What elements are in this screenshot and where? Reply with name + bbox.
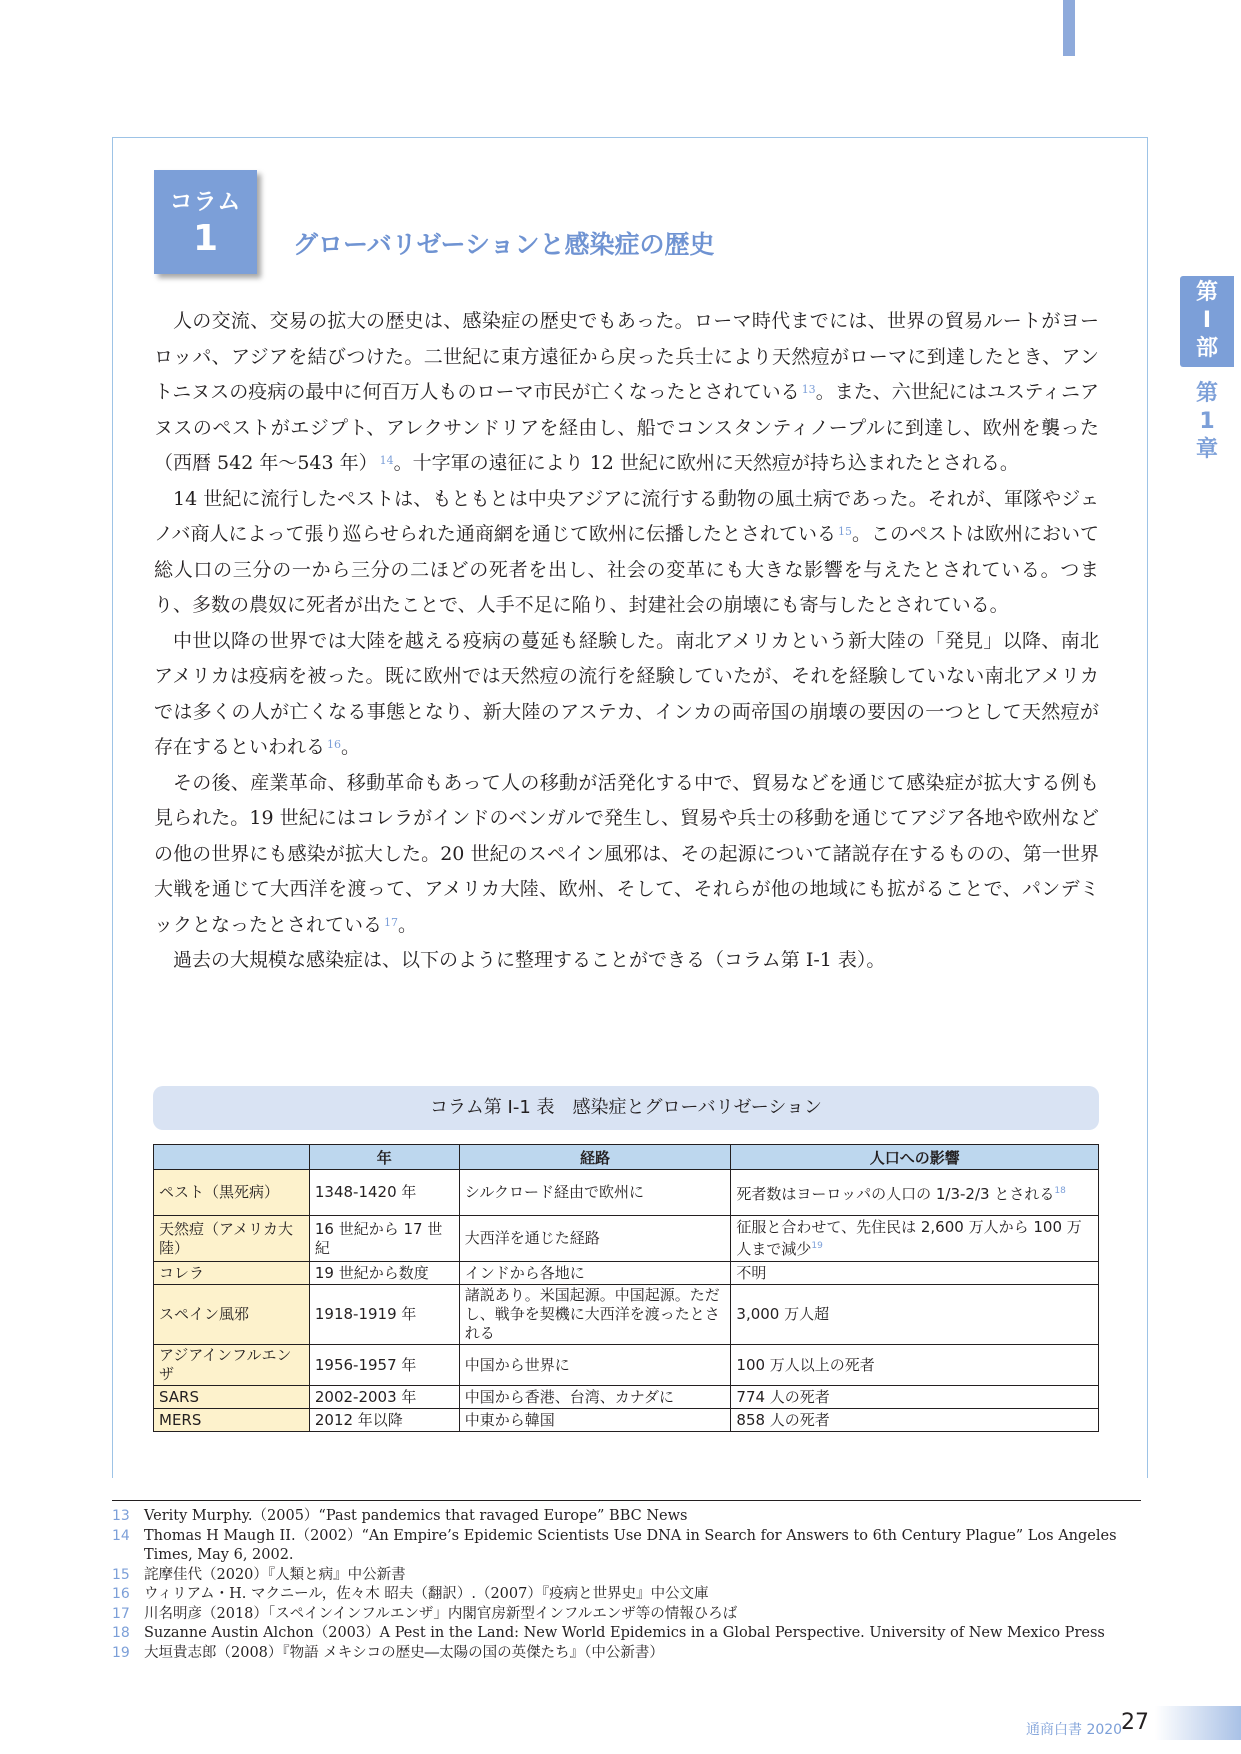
route-cell-text: 中国から香港、台湾、カナダに [464,1387,674,1406]
disease-cell-text: ペスト（黒死病） [159,1183,280,1201]
table-row [154,1285,1099,1345]
route-cell [459,1216,731,1262]
footnote-number: 19 [112,1644,130,1661]
route-cell-text: 諸説あり。米国起源。中国起源。ただし、戦争を契機に大西洋を渡ったとされる [464,1286,720,1342]
route-cell [459,1285,731,1345]
footnote-number: 15 [112,1566,130,1583]
column-body [154,304,1099,979]
table-row [154,1170,1099,1216]
footnote-text: Thomas H Maugh II.（2002）“An Empire’s Epidemic Scientists Use DNA in Search for Answers to 6th Century Plague” Los Angeles Times, May 6, 2002. [144,1527,1117,1563]
disease-cell [154,1285,310,1345]
disease-cell [154,1262,310,1285]
chapter-tab-char: 第 [1195,381,1218,406]
impact-cell [731,1216,1099,1262]
disease-cell [154,1409,310,1432]
footnote-item [112,1566,1142,1586]
year-cell [309,1262,459,1285]
footnote-text: 詫摩佳代（2020）『人類と病』中公新書 [144,1566,406,1583]
disease-cell-text: SARS [159,1387,200,1406]
footnote-ref[interactable]: 14 [379,454,394,467]
body-paragraph [154,304,1099,482]
route-cell-text: 中東から韓国 [464,1410,555,1429]
table-title: コラム第 I-1 表 感染症とグローバリゼーション [153,1086,1099,1130]
footnote-ref[interactable]: 17 [384,915,399,929]
disease-cell [154,1386,310,1409]
impact-cell [731,1285,1099,1345]
disease-cell-text: アジアインフルエンザ [159,1346,292,1383]
footnote-text: Verity Murphy.（2005）“Past pandemics that ravaged Europe” BBC News [144,1508,688,1524]
year-cell [309,1345,459,1386]
table-row [154,1345,1099,1386]
disease-cell-text: スペイン風邪 [159,1305,250,1323]
footnote-item [112,1527,1142,1566]
disease-cell-text: MERS [159,1410,202,1429]
footnote-text: 川名明彦（2018）「スペインインフルエンザ」内閣官房新型インフルエンザ等の情報ひろば [144,1605,738,1622]
year-cell [309,1386,459,1409]
disease-cell-text: コレラ [159,1263,205,1282]
table-header-cell: 人口への影響 [731,1145,1099,1170]
table-header-cell: 年 [309,1145,459,1170]
footnote-number: 18 [112,1625,130,1641]
body-text-segment: 過去の大規模な感染症は、以下のように整理することができる（コラム第 I-1 表）。 [173,949,886,971]
footnote-number: 17 [112,1605,130,1622]
table-row [154,1216,1099,1262]
body-text-segment: 中世以降の世界では大陸を越える疫病の蔓延も経験した。南北アメリカという新大陸の「発見」以降、南北アメリカは疫病を被った。既に欧州では天然痘の流行を経験していたが、それを経験していない南北アメリカでは多くの人が亡くなる事態となり、新大陸のアステカ、インカの両帝国の崩壊の要因の一つとして天然痘が存在するといわれる [154,629,1099,758]
route-cell [459,1170,731,1216]
chapter-tab-char: 章 [1195,437,1218,462]
impact-cell [731,1170,1099,1216]
column-title: グローバリゼーションと感染症の歴史 [293,230,715,259]
footnote-ref[interactable]: 15 [837,525,852,538]
year-cell [309,1285,459,1345]
top-decoration-tab [1063,0,1075,56]
year-cell-text: 19 世紀から数度 [314,1263,429,1282]
footnote-number: 16 [112,1586,130,1602]
chapter-tab[interactable] [1180,380,1234,464]
year-cell-text: 16 世紀から 17 世紀 [314,1219,443,1257]
route-cell [459,1262,731,1285]
body-paragraph [154,766,1099,944]
impact-cell-text: 774 人の死者 [736,1387,830,1406]
part-tab-char: 第 [1195,280,1218,305]
disease-cell [154,1345,310,1386]
table-header-cell: 経路 [459,1145,731,1170]
column-badge-label: コラム [169,189,242,215]
year-cell-text: 1956-1957 年 [314,1355,417,1374]
body-text-segment: その後、産業革命、移動革命もあって人の移動が活発化する中で、貿易などを通じて感染症が拡大する例も見られた。19 世紀にはコレラがインドのベンガルで発生し、貿易や兵士の移動を通じてアジア各地や欧州などの他の世界にも感染が拡大した。20 世紀のスペイン風邪は、その起源について諸説存在するものの、第一世界大戦を通じて大西洋を渡って、アメリカ大陸、欧州、そして、それらが他の地域にも拡がることで、パンデミックとなったとされている [154,771,1099,936]
impact-cell-text: 858 人の死者 [736,1410,830,1429]
impact-cell [731,1262,1099,1285]
body-text-segment: 。 [398,913,418,936]
year-cell [309,1216,459,1262]
part-tab[interactable] [1180,276,1234,367]
route-cell [459,1345,731,1386]
footnote-ref[interactable]: 13 [801,383,816,396]
impact-cell-text: 3,000 万人超 [736,1305,830,1323]
disease-cell-text: 天然痘（アメリカ大陸） [159,1219,293,1257]
footer-publication: 通商白書 2020 [1026,1722,1123,1738]
impact-cell-text: 100 万人以上の死者 [736,1355,875,1374]
table-row [154,1262,1099,1285]
body-text-segment: 。 [341,736,361,758]
impact-cell-text: 死者数はヨーロッパの人口の 1/3-2/3 とされる [736,1184,1055,1203]
footnote-text: 大垣貴志郎（2008）『物語 メキシコの歴史―太陽の国の英傑たち』（中公新書） [144,1644,664,1661]
table-header-cell [154,1145,310,1170]
part-tab-char: 部 [1195,336,1218,361]
column-badge-number: 1 [192,218,219,259]
footnote-item [112,1605,1142,1625]
body-paragraph [154,624,1099,766]
impact-cell-text: 征服と合わせて、先住民は 2,600 万人から 100 万人まで減少 [736,1218,1082,1258]
page-number-bar [1155,1706,1241,1740]
year-cell-text: 2012 年以降 [314,1410,403,1429]
footnote-number: 14 [112,1527,130,1544]
footnote-text: ウィリアム・H. マクニール，佐々木 昭夫（翻訳）.（2007）『疫病と世界史』中公文庫 [144,1586,709,1602]
impact-cell [731,1409,1099,1432]
part-tab-char: I [1202,308,1212,333]
impact-cell [731,1345,1099,1386]
year-cell [309,1409,459,1432]
year-cell [309,1170,459,1216]
body-text-segment: 。また、六世紀にはユスティニアヌスのペストがエジプト、アレクサンドリアを経由し、船でコンスタンティノープルに到達し、欧州を襲った（西暦 542 年〜543 年） [154,381,1099,474]
year-cell-text: 1918-1919 年 [314,1305,417,1323]
footnote-item [112,1644,1142,1664]
footnote-divider [112,1500,1141,1501]
footnote-item [112,1507,1142,1527]
footnote-ref[interactable]: 16 [327,738,342,751]
body-text-segment: 。このペストは欧州において総人口の三分の一から三分の二ほどの死者を出し、社会の変革にも大きな影響を与えたとされている。つまり、多数の農奴に死者が出たことで、人手不足に陥り、封建社会の崩壊にも寄与したとされている。 [154,523,1099,616]
chapter-tab-char: 1 [1199,409,1215,434]
disease-cell [154,1170,310,1216]
footnote-ref[interactable]: 18 [1054,1185,1066,1196]
footnote-ref[interactable]: 19 [811,1241,823,1251]
footnote-number: 13 [112,1508,130,1524]
route-cell [459,1409,731,1432]
footnotes [112,1507,1142,1663]
footnote-text: Suzanne Austin Alchon（2003）A Pest in the Land: New World Epidemics in a Global Perspective. University of New Mexico Press [144,1625,1105,1641]
column-badge [154,170,257,274]
body-text-segment: 14 世紀に流行したペストは、もともとは中央アジアに流行する動物の風土病であった。それが、軍隊やジェノバ商人によって張り巡らせられた通商網を通じて欧州に伝播したとされている [154,487,1099,545]
year-cell-text: 1348-1420 年 [314,1183,417,1201]
impact-cell-text: 不明 [736,1263,767,1282]
table-row [154,1409,1099,1432]
body-paragraph [154,943,1099,979]
route-cell-text: 中国から世界に [464,1355,570,1374]
route-cell-text: シルクロード経由で欧州に [464,1183,645,1201]
route-cell-text: インドから各地に [464,1263,585,1282]
table-row [154,1386,1099,1409]
page-number: 27 [1121,1710,1149,1735]
route-cell-text: 大西洋を通じた経路 [464,1229,600,1247]
year-cell-text: 2002-2003 年 [314,1387,417,1406]
body-text-segment: 人の交流、交易の拡大の歴史は、感染症の歴史でもあった。ローマ時代までには、世界の貿易ルートがヨーロッパ、アジアを結びつけた。二世紀に東方遠征から戻った兵士により天然痘がローマに到達したとき、アントニヌスの疫病の最中に何百万人ものローマ市民が亡くなったとされている [154,310,1099,403]
footnote-item [112,1585,1142,1605]
footnote-item [112,1624,1142,1644]
body-text-segment: 。十字軍の遠征により 12 世紀に欧州に天然痘が持ち込まれたとされる。 [393,452,1019,474]
impact-cell [731,1386,1099,1409]
disease-cell [154,1216,310,1262]
route-cell [459,1386,731,1409]
body-paragraph [154,482,1099,624]
epidemics-table [153,1144,1099,1432]
table-header-row [154,1145,1099,1170]
